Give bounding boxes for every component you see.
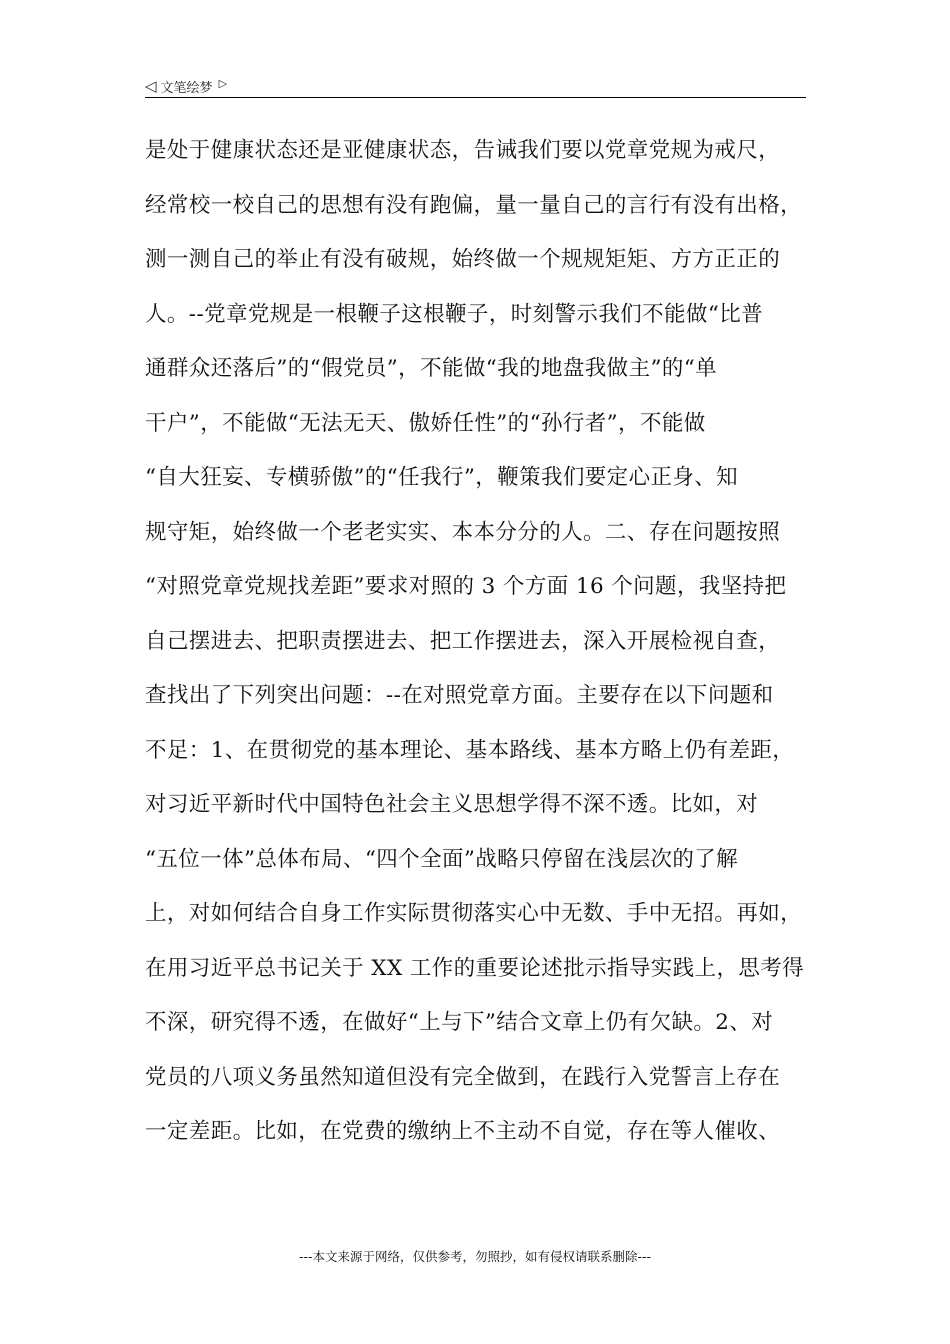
- text-line: 通群众还落后”的“假党员”，不能做“我的地盘我做主”的“单: [145, 356, 718, 381]
- text-line: “自大狂妄、专横骄傲”的“任我行”，鞭策我们要定心正身、知: [145, 465, 739, 490]
- text-line: 经常校一校自己的思想有没有跑偏，量一量自己的言行有没有出格，: [145, 192, 803, 218]
- document-body: [145, 131, 810, 1167]
- text-line: 查找出了下列突出问题：--在对照党章方面。主要存在以下问题和: [145, 683, 774, 708]
- text-line: 不足：1、在贯彻党的基本理论、基本路线、基本方略上仍有差距，: [145, 737, 795, 763]
- text-line: 人。--党章党规是一根鞭子这根鞭子，时刻警示我们不能做“比普: [145, 301, 764, 327]
- triangle-right-icon: ▷: [218, 76, 228, 90]
- text-line: 测一测自己的举止有没有破规，始终做一个规规矩矩、方方正正的: [145, 247, 781, 272]
- text-line: 党员的八项义务虽然知道但没有完全做到，在践行入党誓言上存在: [145, 1064, 781, 1090]
- header-divider: [145, 97, 806, 98]
- text-line: 在用习近平总书记关于 XX 工作的重要论述批示指导实践上，思考得: [145, 955, 805, 981]
- text-line: 不深，研究得不透，在做好“上与下”结合文章上仍有欠缺。2、对: [145, 1010, 774, 1035]
- text-line: 对习近平新时代中国特色社会主义思想学得不深不透。比如，对: [145, 792, 759, 817]
- triangle-left-icon: ◁: [145, 76, 157, 95]
- text-line: 上，对如何结合自身工作实际贯彻落实心中无数、手中无招。再如，: [145, 901, 803, 926]
- text-line: “五位一体”总体布局、“四个全面”战略只停留在浅层次的了解: [145, 846, 739, 872]
- page-header: [145, 74, 805, 98]
- text-line: 一定差距。比如，在党费的缴纳上不主动不自觉，存在等人催收、: [145, 1119, 781, 1144]
- text-line: 规守矩，始终做一个老老实实、本本分分的人。二、存在问题按照: [145, 519, 781, 545]
- footer-notice: ---本文来源于网络，仅供参考，勿照抄，如有侵权请联系删除---: [298, 1249, 652, 1264]
- header-title: 文笔绘梦: [160, 80, 213, 96]
- text-line: 是处于健康状态还是亚健康状态，告诫我们要以党章党规为戒尺，: [145, 138, 781, 163]
- text-line: 干户”，不能做“无法无天、傲娇任性”的“孙行者”，不能做: [145, 410, 706, 436]
- text-line: 自己摆进去、把职责摆进去、把工作摆进去，深入开展检视自查，: [145, 628, 781, 654]
- text-line: “对照党章党规找差距”要求对照的 3 个方面 16 个问题，我坚持把: [145, 574, 787, 599]
